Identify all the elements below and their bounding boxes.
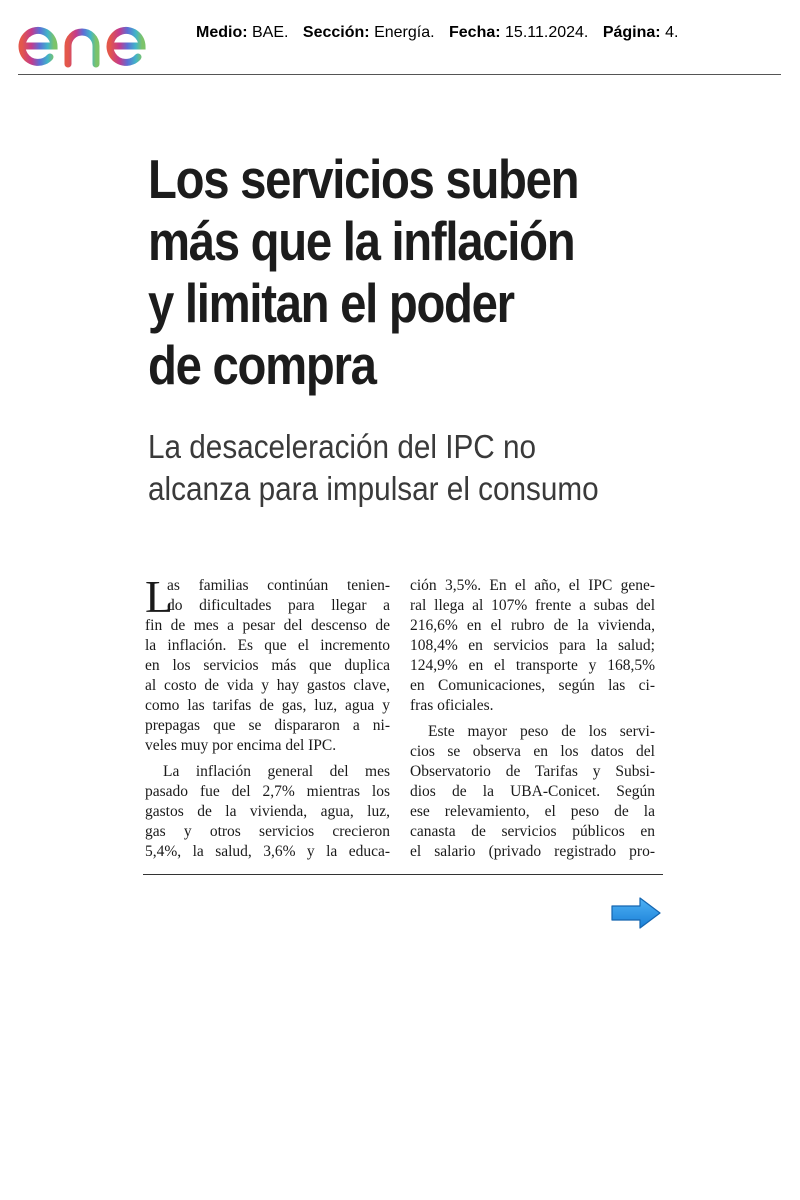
article-column-left [145,571,390,862]
text-line: veles muy por encima del IPC. [145,737,337,754]
text-line: Este mayor peso de los servi- [428,723,655,740]
text-line: la inflación. Es que el incremento [145,637,390,654]
clipping-metadata [196,24,678,42]
fecha-label: Fecha: [449,24,501,41]
subhead-line: alcanza para impulsar el consumo [148,470,599,507]
right-arrow-icon[interactable] [610,896,662,930]
text-line: fras oficiales. [410,697,494,714]
text-line: Observatorio de Tarifas y Subsi- [410,763,655,780]
text-line: en Comunicaciones, según las ci- [410,677,655,694]
text-line: ción 3,5%. En el año, el IPC gene- [410,577,655,594]
article-headline [148,148,612,396]
text-line: dios de la UBA-Conicet. Según [410,783,655,800]
text-line: ese relevamiento, el peso de la [410,803,655,820]
text-line: pasado fue del 2,7% mientras los [145,783,390,800]
text-line: 5,4%, la salud, 3,6% y la educa- [145,843,390,860]
medio-label: Medio: [196,24,248,41]
text-line: La inflación general del mes [163,763,390,780]
headline-line: y limitan el poder [148,272,514,334]
fecha-value: 15.11.2024. [505,24,589,41]
text-line: 108,4% en servicios para la salud; [410,637,655,654]
pagina-label: Página: [602,24,661,41]
article-bottom-divider [143,874,663,875]
headline-line: Los servicios suben [148,148,579,210]
seccion-value: Energía. [374,24,435,41]
text-line: el salario (privado registrado pro- [410,843,655,860]
clipping-header [0,0,800,80]
text-line: como las tarifas de gas, luz, agua y [145,697,390,714]
header-divider [18,74,781,75]
article-column-right [410,576,655,862]
enel-logo [14,6,184,70]
seccion-label: Sección: [302,24,370,41]
headline-line: de compra [148,334,376,396]
text-line: al costo de vida y hay gastos clave, [145,677,390,694]
article-subheadline [148,426,652,510]
text-line: prepagas que se dispararon a ni- [145,717,390,734]
text-line: fin de mes a pesar del descenso de [145,617,390,634]
text-line: 216,6% en el rubro de la vivienda, [410,617,655,634]
pagina-value: 4. [665,24,679,41]
headline-line: más que la inflación [148,210,575,272]
text-line: canasta de servicios públicos en [410,823,655,840]
text-line: cios se observa en los datos del [410,743,655,760]
medio-value: BAE. [252,24,289,41]
drop-cap: L [145,571,174,622]
text-line: do dificultades para llegar a [167,597,390,614]
text-line: 124,9% en el transporte y 168,5% [410,657,655,674]
text-line: gas y otros servicios crecieron [145,823,390,840]
subhead-line: La desaceleración del IPC no [148,428,537,465]
text-line: ral llega al 107% frente a subas del [410,597,655,614]
text-line: as familias continúan tenien- [167,577,390,594]
text-line: gastos de la vivienda, agua, luz, [145,803,390,820]
text-line: en los servicios más que duplica [145,657,390,674]
